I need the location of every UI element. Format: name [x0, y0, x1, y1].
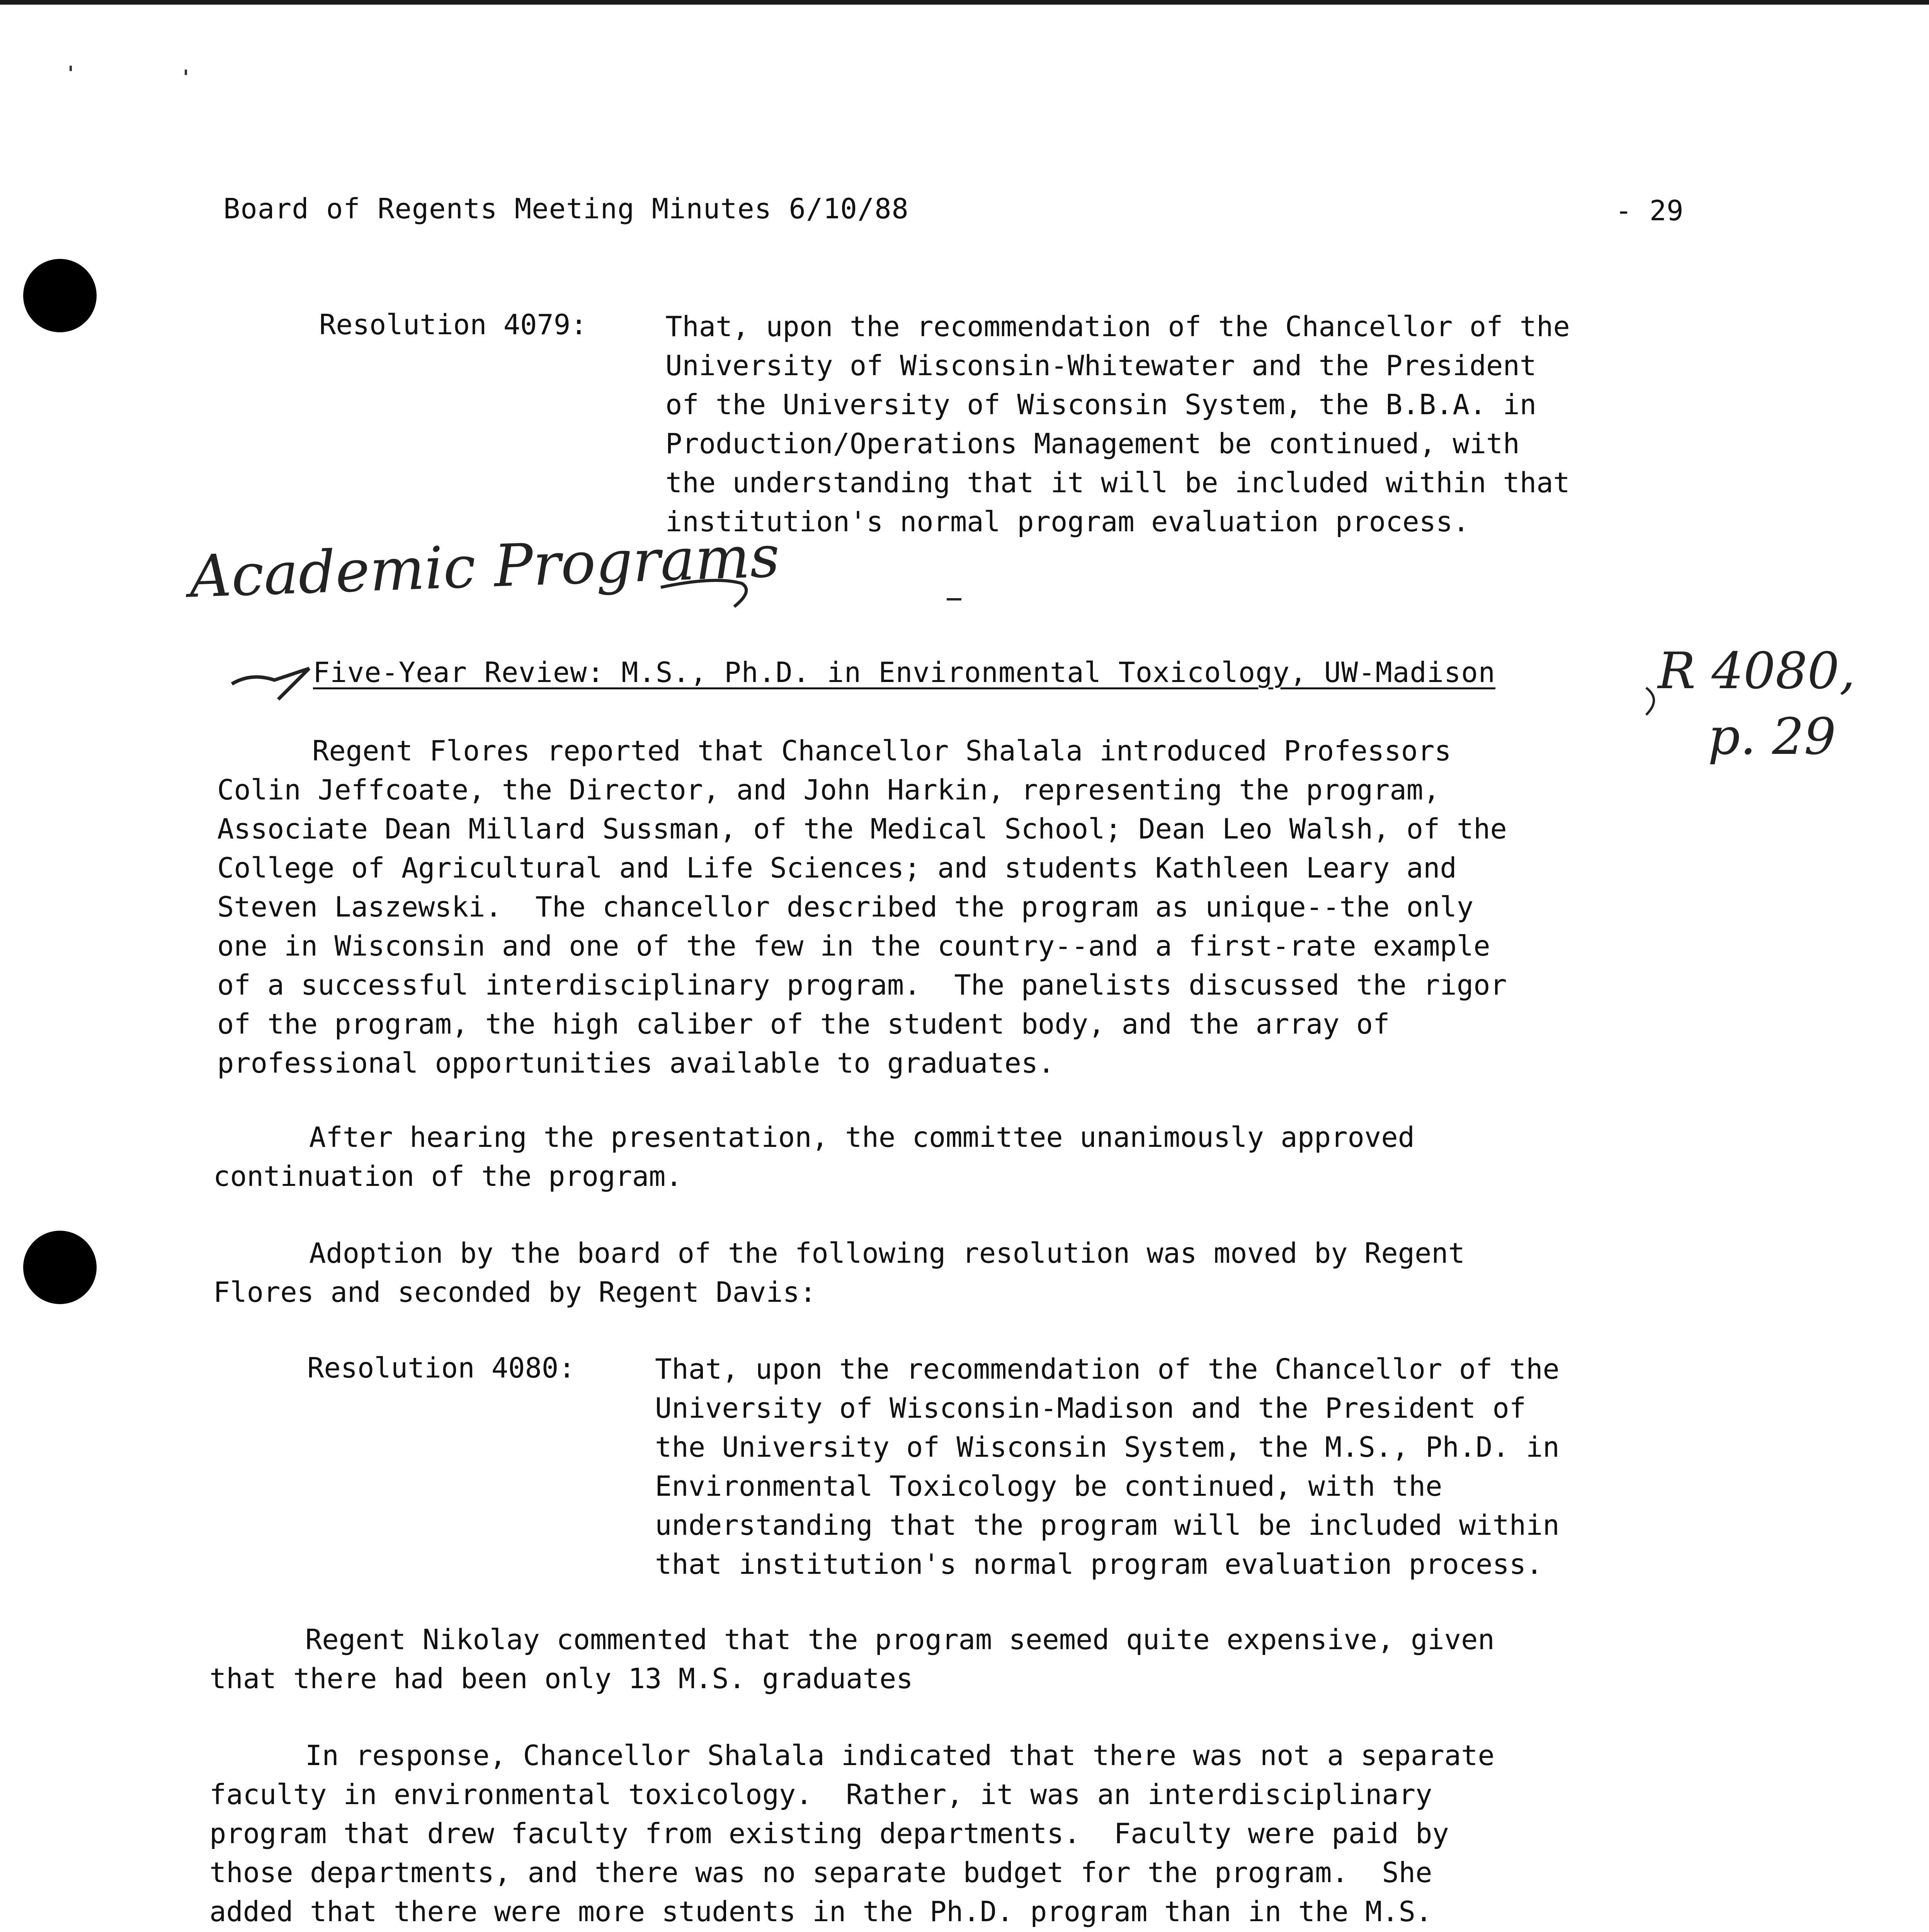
paragraph-line: In response, Chancellor Shalala indicated that there was not a separate	[305, 1739, 1495, 1772]
resolution-4079-line: the understanding that it will be included within that	[665, 466, 1570, 499]
stray-dash-mark	[947, 598, 961, 600]
paragraph-line: Flores and seconded by Regent Davis:	[213, 1276, 817, 1308]
paragraph-line: Associate Dean Millard Sussman, of the Medical School; Dean Leo Walsh, of the	[217, 813, 1507, 845]
paragraph-line: College of Agricultural and Life Sciences; and students Kathleen Leary and	[217, 852, 1457, 884]
section-heading: Five-Year Review: M.S., Ph.D. in Environmental Toxicology, UW-Madison	[313, 656, 1495, 689]
punch-hole-top	[23, 259, 97, 332]
resolution-4080-label: Resolution 4080:	[307, 1352, 575, 1384]
handwritten-margin-note: Academic Programs	[188, 523, 781, 611]
resolution-4079-line: institution's normal program evaluation process.	[665, 505, 1470, 538]
paragraph-line: professional opportunities available to graduates.	[217, 1047, 1055, 1079]
handwritten-hook-mark	[1638, 684, 1669, 719]
resolution-4080-line: that institution's normal program evaluation process.	[655, 1548, 1543, 1580]
handwritten-side-note-line1: R 4080,	[1658, 641, 1856, 700]
scan-top-edge	[0, 0, 1929, 5]
handwritten-bracket-mark	[657, 560, 757, 618]
paragraph-line: Regent Flores reported that Chancellor Shalala introduced Professors	[312, 735, 1451, 767]
paragraph-line: added that there were more students in the Ph.D. program than in the M.S.	[209, 1895, 1432, 1928]
paragraph-line: Adoption by the board of the following resolution was moved by Regent	[309, 1237, 1465, 1269]
paragraph-line: Steven Laszewski. The chancellor described the program as unique--the only	[217, 891, 1474, 923]
paragraph-line: of the program, the high caliber of the student body, and the array of	[217, 1008, 1390, 1040]
document-title: Board of Regents Meeting Minutes 6/10/88	[223, 192, 909, 225]
punch-hole-middle	[23, 1231, 97, 1304]
resolution-4079-line: of the University of Wisconsin System, the B.B.A. in	[665, 388, 1537, 421]
paragraph-line: Colin Jeffcoate, the Director, and John Harkin, representing the program,	[217, 774, 1440, 806]
handwritten-side-note-line2: p. 29	[1708, 707, 1836, 766]
paragraph-line: Regent Nikolay commented that the program seemed quite expensive, given	[305, 1623, 1495, 1656]
page-number: - 29	[1615, 194, 1684, 227]
paragraph-line: After hearing the presentation, the committee unanimously approved	[309, 1121, 1415, 1153]
resolution-4080-line: the University of Wisconsin System, the M.S., Ph.D. in	[655, 1431, 1560, 1463]
paragraph-line: one in Wisconsin and one of the few in the country--and a first-rate example	[217, 930, 1490, 962]
scan-speck	[70, 66, 72, 71]
resolution-4080-line: Environmental Toxicology be continued, with the	[655, 1470, 1442, 1502]
paragraph-line: that there had been only 13 M.S. graduates	[209, 1662, 913, 1695]
resolution-4079-line: That, upon the recommendation of the Chancellor of the	[665, 310, 1570, 343]
handwritten-arrow-mark	[228, 657, 317, 703]
scan-speck	[185, 70, 187, 75]
resolution-4079-line: Production/Operations Management be continued, with	[665, 427, 1520, 460]
resolution-4079-label: Resolution 4079:	[319, 308, 587, 341]
paragraph-line: program that drew faculty from existing departments. Faculty were paid by	[209, 1817, 1449, 1850]
resolution-4079-line: University of Wisconsin-Whitewater and the President	[665, 349, 1537, 382]
paragraph-line: of a successful interdisciplinary program. The panelists discussed the rigor	[217, 969, 1507, 1001]
resolution-4080-line: That, upon the recommendation of the Chancellor of the	[655, 1353, 1560, 1385]
paragraph-line: those departments, and there was no separate budget for the program. She	[209, 1856, 1432, 1889]
resolution-4080-line: understanding that the program will be included within	[655, 1509, 1560, 1541]
paragraph-line: faculty in environmental toxicology. Rather, it was an interdisciplinary	[209, 1778, 1432, 1811]
paragraph-line: continuation of the program.	[213, 1160, 682, 1192]
resolution-4080-line: University of Wisconsin-Madison and the President of	[655, 1392, 1526, 1424]
